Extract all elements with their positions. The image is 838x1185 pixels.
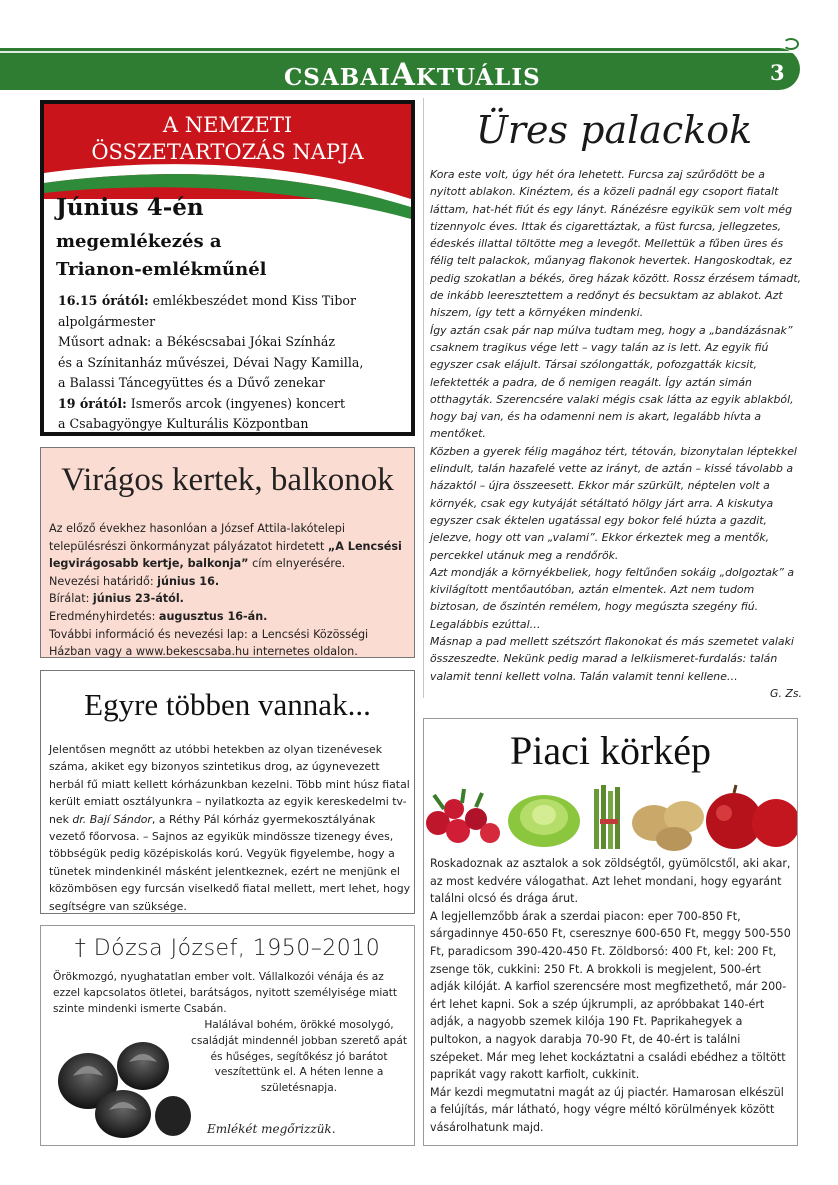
program-item-2-cont: és a Színitanház művészei, Dévai Nagy Kamilla, <box>58 354 364 370</box>
black-roses-image <box>43 1026 193 1144</box>
viragos-results: Eredményhirdetés: augusztus 16-án. <box>49 609 268 623</box>
nemzeti-date: Június 4-én <box>56 194 204 221</box>
header-swirl-ornament <box>783 38 799 50</box>
publication-title: CSABAIAKTUÁLIS <box>284 57 541 93</box>
column-divider <box>423 98 424 698</box>
viragos-deadline: Nevezési határidő: június 16. <box>49 574 220 588</box>
piaci-paragraph-2: A legjellemzőbb árak a szerdai piacon: eper 700-850 Ft, sárgadinnye 450-650 Ft, cseresznye 600-650 Ft, meggy 500-550 Ft, paradicsom 390-420-450 Ft. Zöldborsó: 400 Ft, kel: 200 Ft, zsenge tök, cukkini: 250 Ft. A brokkoli is megjelent, 500-ért adják kilóját. A karfiol szerencsére most megfizethető, már 200-ért lehet kapni. Sok a szép újkrumpli, az apróbbakat 140-ért adják, a nagyobb szemek kilója 190 Ft. Paprikahegyek a pultokon, a nagyok darabja 70-90 Ft, de 40-ért is találni szépeket. Már meg lehet kockáztatni a családi ebédhez a töltött paprikát vagy rakott karfiolt, cukkinit. <box>430 909 791 1082</box>
nemzeti-subtitle <box>56 228 267 284</box>
ures-paragraph-4: Azt mondják a környékbeliek, hogy feltűnően sokáig „dolgoztak” a kivilágított mentőautóban, aztán elmentek. Azt nem tudom biztosan, de őszintén remélem, hogy megúszta szegény fiú. Legalábbis ezúttal… <box>430 565 795 631</box>
egyre-tobben-box <box>40 670 415 914</box>
program-item-1-cont: alpolgármester <box>58 313 156 329</box>
dozsa-body-top: Örökmozgó, nyughatatlan ember volt. Vállalkozói vénája és az ezzel kapcsolatos ötletei, barátságos, nyitott személyisége miatt szinte mindenki ismerte Csabán. <box>53 971 398 1015</box>
viragos-more-info: További információ és nevezési lap: a Lencsési Közösségi Házban vagy a www.bekescsaba.hu internetes oldalon. <box>49 627 369 659</box>
nemzeti-subtitle-line2: Trianon-emlékműnél <box>56 259 267 280</box>
ures-paragraph-3: Közben a gyerek félig magához tért, tétován, bizonytalan léptekkel elindult, talán hazafelé vette az irányt, de aztán – kissé távolabb a házaktól – újra összeesett. Ekkor már szürkült, néptelen volt a környék, csak egy kutyáját sétáltató hölgy járt arra. A kiskutya egyszer csak éktelen ugatással egy bokor felé húzta a gazdit, jelezve, hogy ott van „valami”. Ekkor érkeztek meg a mentők, percekkel utánuk meg a rendőrök. <box>430 444 797 562</box>
piaci-paragraph-1: Roskadoznak az asztalok a sok zöldségtől, gyümölcstől, aki akar, az most kedvére válogathat. Azt lehet mondani, hogy egyaránt találni olcsó és drága árut. <box>430 857 791 906</box>
nemzeti-osszetartozas-box <box>40 100 415 436</box>
program-item-2: Műsort adnak: a Békéscsabai Jókai Színház <box>58 334 336 349</box>
viragos-body <box>49 520 411 661</box>
ures-palackok-body <box>430 166 804 702</box>
ures-signature: G. Zs. <box>770 686 802 700</box>
piaci-korkep-box <box>423 718 798 1146</box>
program-item-1: 16.15 órától: emlékbeszédet mond Kiss Tibor <box>58 293 356 308</box>
program-item-3: 19 órától: Ismerős arcok (ingyenes) koncert <box>58 395 346 411</box>
viragos-judging: Bírálat: június 23-ától. <box>49 592 184 606</box>
egyre-body: Jelentősen megnőtt az utóbbi hetekben az olyan tizenévesek száma, akiket egy bizonyos szintetikus drog, az úgynevezett herbál fű miatt kellett kórházunkban kezelni. Több mint húsz fiatal került emiatt osztályunkra – nyilatkozta az egyik kereskedelmi tv-nek dr. Bají Sándor, a Réthy Pál kórház gyermekosztályának vezető főorvosa. – Sajnos az egyikük mindössze tizenegy éves, többségük pedig középiskolás korú. Vegyük figyelembe, hogy a tünetek mindenkinél másként jelentkeznek, ezért ne menjünk el közömbösen egy furcsán viselkedő fiatal mellett, mert lehet, hogy segítségre van szüksége. <box>49 743 411 913</box>
nemzeti-program <box>58 291 408 435</box>
vegetables-image <box>424 781 797 851</box>
viragos-kertek-box <box>40 447 415 658</box>
piaci-body <box>430 855 792 1137</box>
header-stripe <box>0 51 800 53</box>
program-item-2-cont2: a Balassi Táncegyüttes és a Dűvő zenekar <box>58 375 325 390</box>
nemzeti-subtitle-line1: megemlékezés a <box>56 231 222 252</box>
piaci-paragraph-3: Már kezdi megmutatni magát az új piactér. Hamarosan elkészül a felújítás, már látható, hogy végre méltó körülmények között vásárolhatunk majd. <box>430 1085 784 1134</box>
nemzeti-title <box>44 112 411 166</box>
lettuce-icon <box>508 795 580 847</box>
nemzeti-title-line1: A NEMZETI <box>162 113 293 137</box>
program-item-3-cont: a Csabagyöngye Kulturális Központban <box>58 416 309 431</box>
dozsa-obituary-box <box>40 925 415 1146</box>
ures-paragraph-5: Másnap a pad mellett szétszórt flakonokat és más szemetet valaki összeszedte. Nekünk pedig marad a lelkiismeret-furdalás: talán valamit tenni kellett volna. Talán valamit tenni kellene… <box>430 635 794 683</box>
egyre-title: Egyre többen vannak... <box>84 687 371 722</box>
ures-palackok-title: Üres palackok <box>475 108 753 152</box>
ures-paragraph-2: Így aztán csak pár nap múlva tudtam meg, hogy a „bandázásnak” csaknem tragikus vége lett – vagy talán az is lett. Az egyik fiú egyszer csak elájult. Társai szólongatták, pofozgatták kicsit, lefektették a padra, de ő nemigen reagált. Így aztán simán otthagyták. Szerencsére valaki mégis csak látta az egyik ablakból, hogy baj van, és ha odamenni nem is akart, legalább hívta a mentőket. <box>430 323 794 441</box>
dozsa-title: † Dózsa József, 1950–2010 <box>74 936 381 961</box>
ures-paragraph-1: Kora este volt, úgy hét óra lehetett. Furcsa zaj szűrődött be a nyitott ablakon. Kinéztem, és a közeli padnál egy csoport fiatalt láttam, hat-hét fiút és egy lányt. Ránézésre egyikük sem volt még tizennyolc éves. Ittak és cigarettáztak, a füst furcsa, jellegzetes, édeskés illattal töltötte meg a levegőt. Mellettük a fűben üres és félig telt palackok, műanyag flakonok hevertek. Hangoskodtak, ez pedig szokatlan a békés, öreg házak között. Rossz érzésem támadt, de inkább leeresztettem a redőnyt és becsuktam az ablakot. Azt hiszem, így tett a környéken mindenki. <box>430 168 802 320</box>
viragos-intro: Az előző évekhez hasonlóan a József Attila-lakótelepi településrészi önkormányzat pályázatot hirdetett „A Lencsési legvirágosabb kertje, balkonja” cím elnyerésére. <box>49 522 402 571</box>
dozsa-closing: Emlékét megőrizzük. <box>207 1122 336 1136</box>
dozsa-body-right: Halálával bohém, örökké mosolygó, családját mindennél jobban szerető apát és hűséges, segítőkész jó barátot veszítettünk el. A héten lenne a születésnapja. <box>191 1019 407 1095</box>
page-number: 3 <box>770 60 785 85</box>
nemzeti-title-line2: ÖSSZETARTOZÁS NAPJA <box>91 140 364 164</box>
piaci-title: Piaci körkép <box>509 728 712 773</box>
viragos-title: Virágos kertek, balkonok <box>61 462 394 498</box>
